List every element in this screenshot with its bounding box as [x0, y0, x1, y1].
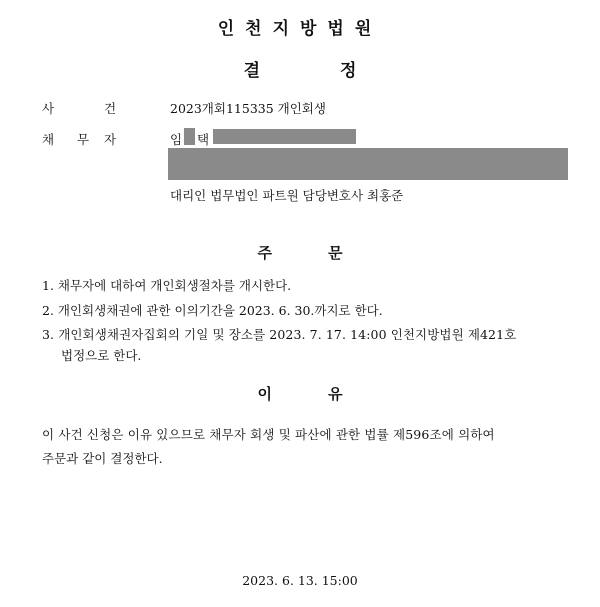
title-char-2: 정	[340, 61, 357, 81]
debtor-representative: 대리인 법무법인 파트원 담당변호사 최홍준	[170, 188, 404, 203]
order-heading	[0, 242, 600, 263]
order-item-2: 2. 개인회생채권에 관한 이의기간을 2023. 6. 30.까지로 한다.	[42, 303, 383, 318]
order-item-1: 1. 채무자에 대하여 개인회생절차를 개시한다.	[42, 278, 292, 293]
order-heading-char-1: 주	[257, 244, 272, 262]
debtor-label-char-2: 무	[77, 132, 90, 147]
debtor-label-char-1: 채	[42, 132, 55, 147]
reason-text-line-1: 이 사건 신청은 이유 있으므로 채무자 회생 및 파산에 관한 법률 제596조에 의하여	[42, 427, 495, 442]
redaction-address	[168, 148, 568, 180]
case-label-char-2: 건	[104, 101, 117, 116]
debtor-name-first: 임	[170, 132, 183, 147]
debtor-name-second: 택	[197, 132, 210, 147]
reason-heading	[0, 383, 600, 404]
title-char-1: 결	[243, 61, 260, 81]
order-item-3: 3. 개인회생채권자집회의 기일 및 장소를 2023. 7. 17. 14:00 인천지방법원 제421호	[42, 327, 517, 342]
case-number: 2023개회115335 개인회생	[170, 101, 326, 116]
case-label-char-1: 사	[42, 101, 55, 116]
document-title	[0, 56, 600, 81]
debtor-label-char-3: 자	[104, 132, 117, 147]
court-name: 인천지방법원	[217, 19, 383, 39]
reason-heading-char-1: 이	[257, 385, 272, 403]
order-item-3-continued: 법정으로 한다.	[61, 348, 142, 363]
order-heading-char-2: 문	[328, 244, 343, 262]
redaction-name-extra	[213, 129, 356, 144]
reason-heading-char-2: 유	[328, 385, 343, 403]
redaction-name-middle	[184, 128, 195, 145]
decision-date: 2023. 6. 13. 15:00	[242, 573, 358, 588]
reason-text-line-2: 주문과 같이 결정한다.	[42, 451, 163, 466]
